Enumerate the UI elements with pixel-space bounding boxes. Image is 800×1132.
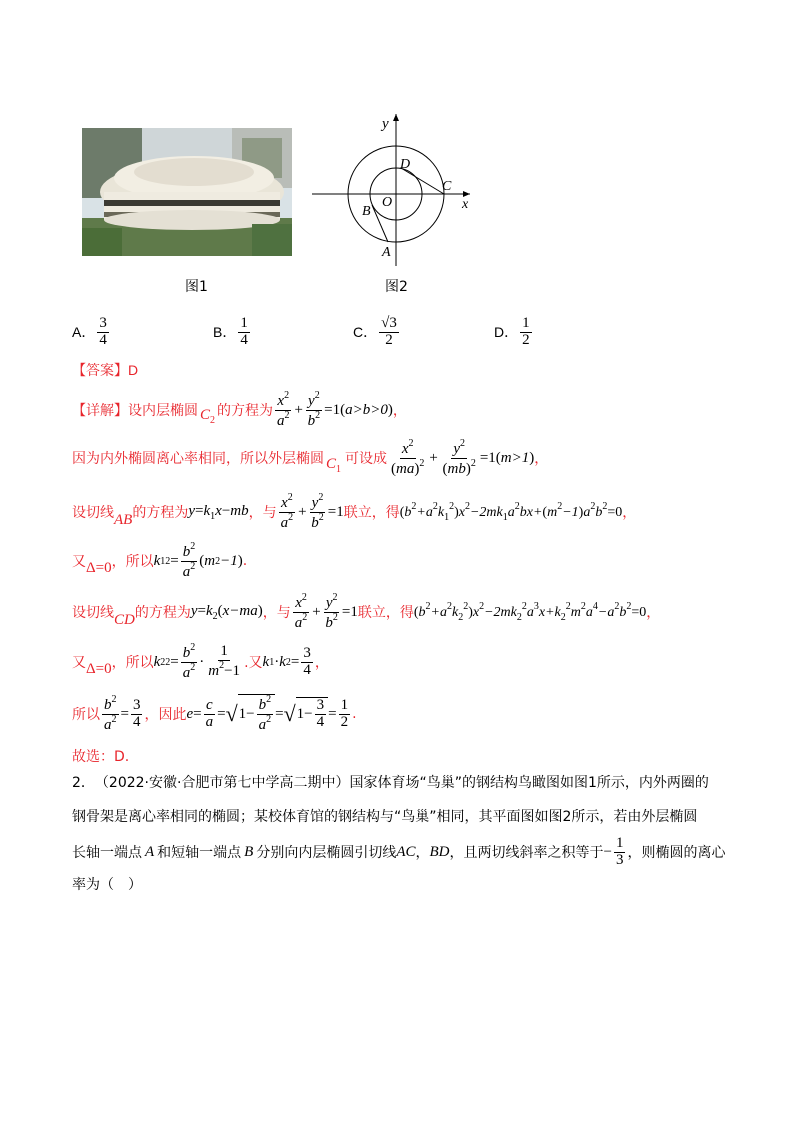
answer-value: D [128,362,139,378]
detail-l7-text: 所以 [72,707,100,723]
detail-l1-text2: 的方程为 [217,403,274,419]
tangent-cd-equation: $y=k_2(x-ma)$ [190,602,263,622]
detail-l5-text3: ，与 [262,605,291,621]
detail-l5-text4: 联立，得 [357,605,414,621]
quadratic-cd: $(b^2+a^2k_2^2)x^2-2mk_2^2a^3x+k_2^2m^2a^4-a^2b^2=0$ [413,601,647,623]
problem-2-line-3: 长轴一端点 A 和短轴一端点 B 分别向内层椭圆引切线 AC ， BD ，且两切线斜率之积等于 − $\frac{1}{3}$ ，则椭圆的离心 [72,834,726,868]
point-a: A [145,843,155,860]
point-b: B [244,843,254,860]
outer-ellipse-name: $C_1$ [326,455,342,475]
slope-product-value: − $\frac{1}{3}$ [603,834,624,868]
problem-2-text-4: 率为（ ） [72,877,142,893]
ellipse-equation-3: $\frac{x^2}{a^2}$ + $\frac{y^2}{b^2}$ =1 [294,591,358,631]
choice-b[interactable] [213,316,252,349]
detail-l4-text: 又 [72,554,86,570]
label-c: C [442,179,452,194]
label-y: y [382,116,389,132]
choice-b-fraction: $\frac{1}{4}$ [240,315,248,348]
problem-2-number: 2． [72,775,95,791]
choice-c-fraction: $\frac{√3}{2}$ [381,315,397,348]
delta-zero-1: Δ=0 [86,559,112,576]
detail-l3-text2: 的方程为 [132,505,189,521]
tangent-ab-name: AB [114,511,133,528]
detail-line-4: 又 Δ=0 ，所以 k 1 2 = $\frac{b^2}{a^2}$ ( m 2 −1 ) . [72,540,248,580]
detail-l2-text: 因为内外椭圆离心率相同，所以外层椭圆 [72,451,324,467]
line-bd: BD [429,843,450,860]
detail-l4-text2: ，所以 [111,554,154,570]
inner-ellipse-equation: $\frac{x^2}{a^2}$ + $\frac{y^2}{b^2}$ =1( a>b>0 ) [277,389,393,429]
detail-l3-text: 设切线 [72,505,114,521]
choice-b-label: B． [213,324,237,341]
problem-2-text-3c: 分别向内层椭圆引切线 [256,845,397,861]
detail-l1-text: 设内层椭圆 [128,403,198,419]
concentric-circles-diagram [312,108,482,268]
k1-squared-result: k 1 2 = $\frac{b^2}{a^2}$ ( m 2 −1 ) [153,540,243,580]
figure-1-caption: 图1 [185,279,208,295]
detail-l5-text2: 的方程为 [134,605,191,621]
label-a: A [382,245,391,260]
tangent-cd-name: CD [114,611,135,628]
detail-l3-text3: ，与 [248,505,277,521]
detail-l7-text2: ，因此 [144,707,187,723]
detail-l2-text2: 可设成 [345,451,388,467]
quadratic-ab: $(b^2+a^2k_1^2)x^2-2mk_1a^2bx+(m^2-1)a^2b^2=0$ [399,501,623,523]
label-d: D [400,157,411,172]
detail-line-5: 设切线 CD 的方程为 $y=k_2(x-ma)$ ，与 $\frac{x^2}{a^2}$ + $\frac{y^2}{b^2}$ =1 联立，得 $(b^2+a^2k_2^2)x^2-2mk_2^2a^3x+k_2^2m^2a^4-a^2b^2=0$ ， [72,591,661,631]
problem-2-text-2: 钢骨架是离心率相同的椭圆；某校体育馆的钢结构与“鸟巢”相同，其平面图如图2所示，若由外层椭圆 [72,809,698,825]
eccentricity-result: e = $\frac{c}{a}$ = √ 1− $\frac{b^2}{a^2}$ = √ 1− $\frac{3}{4}$ = $\frac{1}{2}$ [186,694,349,733]
detail-l6-text2: ，所以 [111,655,154,671]
detail-line-1: 【详解】 设内层椭圆 $C_2$ 的方程为 $\frac{x^2}{a^2}$ + $\frac{y^2}{b^2}$ =1( a>b>0 ) ， [72,389,407,429]
tangent-ab-equation: $y=k_1x-mb$ [188,502,249,522]
problem-2-line-2 [72,806,697,826]
figure-2-caption: 图2 [385,279,408,295]
problem-2-text-3d: ，且两切线斜率之积等于 [449,845,604,861]
choice-c-label: C． [353,324,378,341]
choice-d-fraction: $\frac{1}{2}$ [522,315,530,348]
choice-a-fraction: $\frac{3}{4}$ [99,315,107,348]
detail-l3-text4: 联立，得 [343,505,400,521]
label-b: B [362,204,371,219]
inner-ellipse-name: $C_2$ [200,406,216,426]
problem-2-line-1 [72,772,709,792]
ellipse-equation-2: $\frac{x^2}{a^2}$ + $\frac{y^2}{b^2}$ =1 [280,491,344,531]
stadium-photo [82,128,292,256]
outer-ellipse-equation: $\frac{x^2}{(ma)^2}$ + $\frac{y^2}{(mb)^2}$ =1( m>1 ) [391,437,535,477]
answer-tag: 【答案】 [72,363,128,379]
detail-tag: 【详解】 [72,403,128,419]
problem-2-text-1: 国家体育场“鸟巢”的钢结构鸟瞰图如图1所示，内外两圈的 [349,775,709,791]
figure-1-photo [82,128,292,256]
k2-squared-result: k 2 2 = $\frac{b^2}{a^2}$ · $\frac{1}{m^2-1}$ [153,641,241,681]
label-o: O [382,195,393,210]
detail-l6-text: 又 [72,655,86,671]
answer-line [72,360,138,380]
line-ac: AC [396,843,416,860]
detail-l6-text3: .又 [244,655,263,671]
problem-2-text-3a: 长轴一端点 [72,845,142,861]
detail-line-2: 因为内外椭圆离心率相同，所以外层椭圆 $C_1$ 可设成 $\frac{x^2}{(ma)^2}$ + $\frac{y^2}{(mb)^2}$ =1( m>1 ) ， [72,437,549,477]
choice-d[interactable] [494,316,534,349]
problem-2-line-4 [72,874,142,894]
problem-2-text-3e: ，则椭圆的离心 [627,845,726,861]
label-x: x [462,197,469,212]
ratio-result: $\frac{b^2}{a^2}$ = $\frac{3}{4}$ [104,693,141,733]
problem-2-text-3b: 和短轴一端点 [157,845,242,861]
figure-2-diagram [312,108,482,268]
choice-c[interactable] [353,316,401,349]
detail-line-6: 又 Δ=0 ，所以 k 2 2 = $\frac{b^2}{a^2}$ · $\frac{1}{m^2-1}$ .又 k 1 · k 2 = $\frac{3}{4}$ ， [72,641,329,681]
detail-l5-text: 设切线 [72,605,114,621]
detail-line-3: 设切线 AB 的方程为 $y=k_1x-mb$ ，与 $\frac{x^2}{a^2}$ + $\frac{y^2}{b^2}$ =1 联立，得 $(b^2+a^2k_1^2)x^2-2mk_1a^2bx+(m^2-1)a^2b^2=0$ ， [72,491,637,531]
problem-2-source: （2022·安徽·合肥市第七中学高二期中） [94,775,350,791]
detail-line-7: 所以 $\frac{b^2}{a^2}$ = $\frac{3}{4}$ ，因此 e = $\frac{c}{a}$ = √ 1− $\frac{b^2}{a^2}$ = √ 1− $\frac{3}{4}$ = $\frac{1}{2}$ . [72,693,357,733]
choice-a-label: A． [72,324,96,341]
y-axis-arrow [393,114,399,121]
detail-conclusion: 故选：D. [72,749,130,765]
choice-d-label: D． [494,324,519,341]
delta-zero-2: Δ=0 [86,660,112,677]
slope-product: k 1 · k 2 = $\frac{3}{4}$ [262,644,311,678]
choice-a[interactable] [72,316,111,349]
